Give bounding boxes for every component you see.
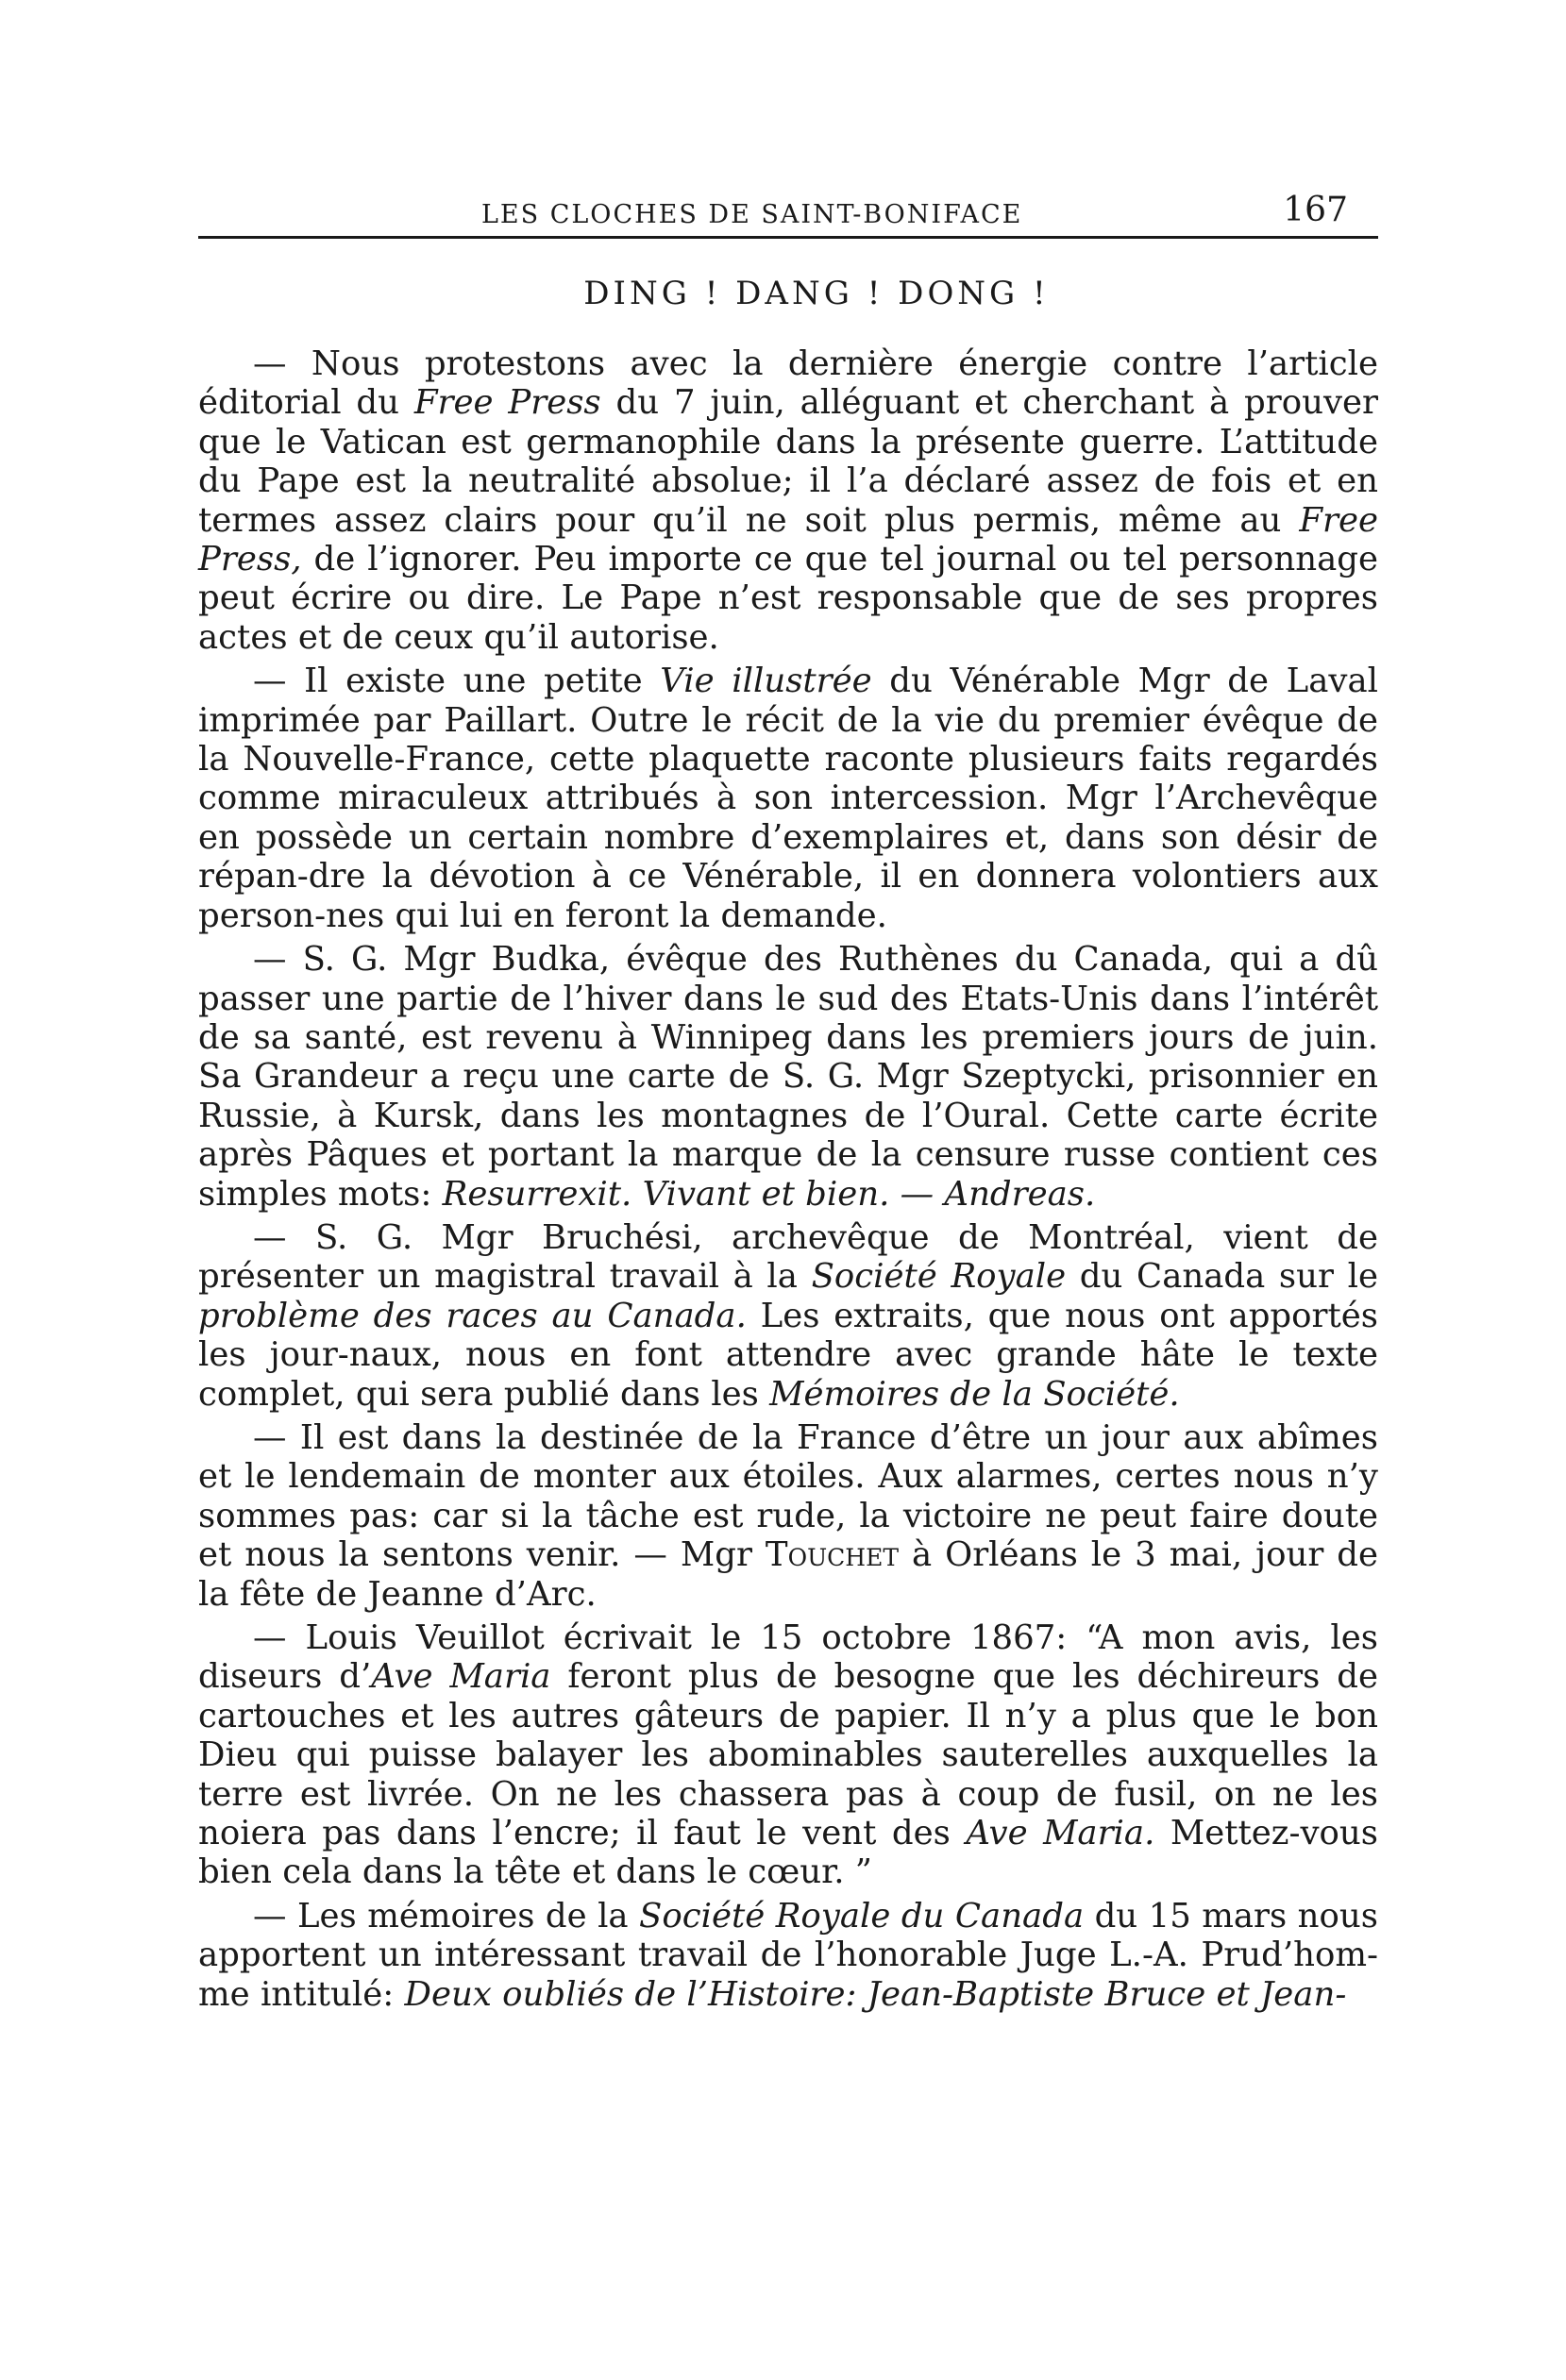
body-text [198, 344, 1378, 2014]
italic-text-run: Ave Maria. [966, 1814, 1155, 1853]
running-title: LES CLOCHES DE SAINT-BONIFACE [481, 200, 1023, 229]
text-run: Les extraits, que nous ont apportés les jour-naux, nous en font attendre avec grande hâte le texte complet, qui sera publié dans les [198, 1296, 1378, 1414]
running-header [198, 179, 1378, 239]
page-content [198, 179, 1378, 2350]
small-caps-text-run: Touchet [765, 1535, 899, 1575]
paragraph-mgr-budka [198, 940, 1378, 1214]
italic-text-run: Mémoires de la Société. [769, 1374, 1180, 1414]
paragraph-societe-royale [198, 1897, 1378, 2014]
text-run: — S. G. Mgr Bruchési, archevêque de Montréal, vient de présenter un magistral travail à la [198, 1217, 1378, 1297]
text-run: de l’ignorer. Peu importe ce que tel journal ou tel personnage peut écrire ou dire. Le Pape n’est responsable que de ses propres actes et de ceux qu’il autorise. [198, 540, 1378, 657]
text-run: — Les mémoires de la [253, 1896, 640, 1936]
text-run: — Louis Veuillot écrivait le 15 octobre 1867: “A mon avis, les diseurs d’ [198, 1618, 1378, 1697]
italic-text-run: Ave Maria [371, 1657, 551, 1697]
paragraph-free-press [198, 344, 1378, 657]
section-title: DING ! DANG ! DONG ! [583, 275, 1050, 312]
italic-text-run: Free Press [413, 383, 601, 423]
text-run: — Nous protestons avec la dernière énergie contre l’article éditorial du [198, 344, 1378, 423]
paragraph-louis-veuillot [198, 1618, 1378, 1892]
text-run: Mettez-vous bien cela dans la tête et dans le cœur. ” [198, 1814, 1378, 1892]
text-run: du Canada sur le [1066, 1257, 1378, 1297]
paragraph-france-destinee [198, 1418, 1378, 1614]
italic-text-run: Société Royale du Canada [639, 1896, 1085, 1936]
text-run: — Il est dans la destinée de la France d’être un jour aux abîmes et le lendemain de monter aux étoiles. Aux alarmes, certes nous n’y sommes pas: car si la tâche est rude, la victoire ne peut faire doute et nous la sentons venir. — Mgr [198, 1417, 1378, 1575]
text-run: du 7 juin, alléguant et cherchant à prouver que le Vatican est germanophile dans la présente guerre. L’attitude du Pape est la neutralité absolue; il l’a déclaré assez de fois et en termes assez clairs pour qu’il ne soit plus permis, même au [198, 383, 1378, 540]
italic-text-run: Deux oubliés de l’Histoire: Jean-Baptiste Bruce et Jean- [404, 1974, 1347, 2014]
italic-text-run: Société Royale [811, 1257, 1067, 1297]
page-number: 167 [1283, 191, 1348, 229]
paragraph-mgr-bruchesi [198, 1218, 1378, 1414]
italic-text-run: Resurrexit. Vivant et bien. — Andreas. [442, 1174, 1096, 1214]
text-run: feront plus de besogne que les déchireurs de cartouches et les autres gâteurs de papier. Il n’y a plus que le bon Dieu qui puisse balayer les abominables sauterelles auxquelles la terre est livrée. On ne les chassera pas à coup de fusil, on ne les noiera pas dans l’encre; il faut le vent des [198, 1657, 1378, 1853]
text-run: du Vénérable Mgr de Laval imprimée par Paillart. Outre le récit de la vie du premier évêque de la Nouvelle-France, cette plaquette raconte plusieurs faits regardés comme miraculeux attribués à son intercession. Mgr l’Archevêque en possède un certain nombre d’exemplaires et, dans son désir de répan-dre la dévotion à ce Vénérable, il en donnera volontiers aux person-nes qui lui en feront la demande. [198, 662, 1378, 935]
paragraph-vie-illustree [198, 662, 1378, 935]
text-run: à Orléans le 3 mai, jour de la fête de Jeanne d’Arc. [198, 1535, 1378, 1614]
italic-text-run: Vie illustrée [660, 662, 872, 701]
text-run: du 15 mars nous apportent un intéressant travail de l’honorable Juge L.-A. Prud’hom-me intitulé: [198, 1896, 1379, 2014]
italic-text-run: problème des races au Canada. [198, 1296, 747, 1335]
italic-text-run: Free Press, [198, 500, 1378, 579]
text-run: — Il existe une petite [253, 662, 661, 701]
text-run: — S. G. Mgr Budka, évêque des Ruthènes du Canada, qui a dû passer une partie de l’hiver dans le sud des Etats-Unis dans l’intérêt de sa santé, est revenu à Winnipeg dans les premiers jours de juin. Sa Grandeur a reçu une carte de S. G. Mgr Szeptycki, prisonnier en Russie, à Kursk, dans les montagnes de l’Oural. Cette carte écrite après Pâques et portant la marque de la censure russe contient ces simples mots: [198, 940, 1378, 1214]
